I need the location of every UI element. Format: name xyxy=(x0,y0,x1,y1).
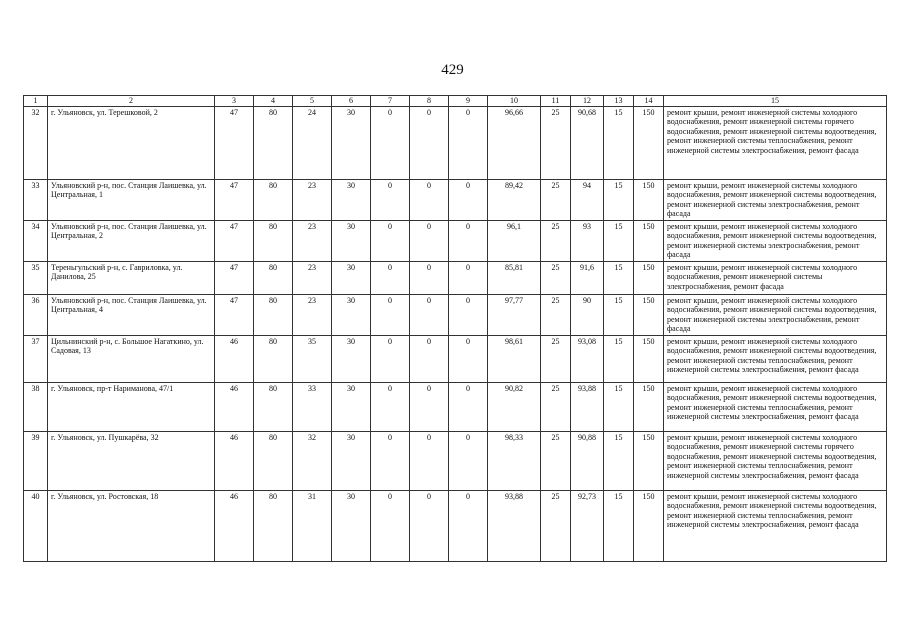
table-cell: 90 xyxy=(571,294,604,335)
table-row xyxy=(24,179,887,220)
table-row xyxy=(24,261,887,294)
table-cell: 0 xyxy=(371,106,410,179)
table-cell: 47 xyxy=(215,294,254,335)
table-cell: 80 xyxy=(254,431,293,490)
table-cell: 90,88 xyxy=(571,431,604,490)
table-cell: 150 xyxy=(634,431,664,490)
column-header: 6 xyxy=(332,96,371,107)
table-cell: 15 xyxy=(604,179,634,220)
table-cell: 0 xyxy=(410,179,449,220)
table-cell: 0 xyxy=(410,294,449,335)
column-header: 11 xyxy=(541,96,571,107)
table-cell: 47 xyxy=(215,106,254,179)
table-cell: 0 xyxy=(449,431,488,490)
table-cell: 32 xyxy=(293,431,332,490)
table-cell: 47 xyxy=(215,261,254,294)
table-cell: 97,77 xyxy=(488,294,541,335)
table-cell: 80 xyxy=(254,294,293,335)
page-number: 429 xyxy=(441,62,464,78)
works-description-cell: ремонт крыши, ремонт инженерной системы холодного водоснабжения, ремонт инженерной системы водоотведения, ремонт инженерной системы электроснабжения, ремонт фасада xyxy=(664,179,887,220)
table-cell: 0 xyxy=(449,179,488,220)
table-cell: 80 xyxy=(254,490,293,561)
table-cell: 0 xyxy=(410,382,449,431)
table-cell: 0 xyxy=(449,220,488,261)
table-cell: 30 xyxy=(332,179,371,220)
table-cell: 150 xyxy=(634,294,664,335)
table-cell: 0 xyxy=(410,106,449,179)
works-description-cell: ремонт крыши, ремонт инженерной системы холодного водоснабжения, ремонт инженерной системы водоотведения, ремонт инженерной системы теплоснабжения, ремонт инженерной системы электроснабжения, ремонт фасада xyxy=(664,335,887,382)
address-cell: Ульяновский р-н, пос. Станция Лаишевка, ул. Центральная, 1 xyxy=(48,179,215,220)
column-header: 5 xyxy=(293,96,332,107)
table-cell: 30 xyxy=(332,294,371,335)
table-cell: 90,68 xyxy=(571,106,604,179)
table-cell: 25 xyxy=(541,179,571,220)
works-description-cell: ремонт крыши, ремонт инженерной системы холодного водоснабжения, ремонт инженерной системы горячего водоснабжения, ремонт инженерной системы водоотведения, ремонт инженерной системы теплоснабжения, ремонт инженерной системы электроснабжения, ремонт фасада xyxy=(664,106,887,179)
row-number: 36 xyxy=(24,294,48,335)
table-cell: 150 xyxy=(634,335,664,382)
table-cell: 30 xyxy=(332,490,371,561)
table-cell: 89,42 xyxy=(488,179,541,220)
table-cell: 96,66 xyxy=(488,106,541,179)
table-cell: 46 xyxy=(215,382,254,431)
table-cell: 150 xyxy=(634,106,664,179)
table-cell: 80 xyxy=(254,335,293,382)
table-cell: 0 xyxy=(371,220,410,261)
table-cell: 93 xyxy=(571,220,604,261)
row-number: 37 xyxy=(24,335,48,382)
row-number: 35 xyxy=(24,261,48,294)
works-description-cell: ремонт крыши, ремонт инженерной системы холодного водоснабжения, ремонт инженерной системы водоотведения, ремонт инженерной системы электроснабжения, ремонт фасада xyxy=(664,294,887,335)
table-cell: 0 xyxy=(371,179,410,220)
table-cell: 0 xyxy=(410,220,449,261)
column-header: 7 xyxy=(371,96,410,107)
table-cell: 0 xyxy=(410,490,449,561)
table-cell: 85,81 xyxy=(488,261,541,294)
table-cell: 92,73 xyxy=(571,490,604,561)
table-row xyxy=(24,431,887,490)
works-description-cell: ремонт крыши, ремонт инженерной системы холодного водоснабжения, ремонт инженерной системы водоотведения, ремонт инженерной системы электроснабжения, ремонт фасада xyxy=(664,220,887,261)
table-cell: 25 xyxy=(541,490,571,561)
column-header: 15 xyxy=(664,96,887,107)
table-cell: 25 xyxy=(541,294,571,335)
table-cell: 46 xyxy=(215,431,254,490)
address-cell: Ульяновский р-н, пос. Станция Лаишевка, ул. Центральная, 4 xyxy=(48,294,215,335)
table-row xyxy=(24,490,887,561)
table-cell: 98,61 xyxy=(488,335,541,382)
table-cell: 23 xyxy=(293,294,332,335)
table-cell: 23 xyxy=(293,179,332,220)
table-cell: 90,82 xyxy=(488,382,541,431)
table-cell: 30 xyxy=(332,431,371,490)
table-cell: 0 xyxy=(449,490,488,561)
table-cell: 15 xyxy=(604,106,634,179)
table-cell: 0 xyxy=(371,382,410,431)
table-cell: 24 xyxy=(293,106,332,179)
table-cell: 25 xyxy=(541,106,571,179)
address-cell: Цильнинский р-н, с. Большое Нагаткино, ул. Садовая, 13 xyxy=(48,335,215,382)
table-cell: 30 xyxy=(332,220,371,261)
table-cell: 0 xyxy=(410,431,449,490)
table-cell: 150 xyxy=(634,490,664,561)
table-cell: 0 xyxy=(410,261,449,294)
table-cell: 80 xyxy=(254,179,293,220)
works-description-cell: ремонт крыши, ремонт инженерной системы холодного водоснабжения, ремонт инженерной системы водоотведения, ремонт инженерной системы теплоснабжения, ремонт инженерной системы электроснабжения, ремонт фасада xyxy=(664,382,887,431)
table-row xyxy=(24,382,887,431)
table-cell: 150 xyxy=(634,382,664,431)
column-header: 2 xyxy=(48,96,215,107)
table-cell: 31 xyxy=(293,490,332,561)
row-number: 39 xyxy=(24,431,48,490)
table-cell: 30 xyxy=(332,382,371,431)
table-cell: 0 xyxy=(371,294,410,335)
table-cell: 0 xyxy=(449,261,488,294)
capital-repair-table xyxy=(23,95,887,562)
table-cell: 80 xyxy=(254,220,293,261)
table-cell: 30 xyxy=(332,261,371,294)
table-cell: 47 xyxy=(215,179,254,220)
table-cell: 150 xyxy=(634,220,664,261)
table-cell: 0 xyxy=(371,335,410,382)
table-cell: 96,1 xyxy=(488,220,541,261)
table-cell: 15 xyxy=(604,382,634,431)
column-header: 10 xyxy=(488,96,541,107)
works-description-cell: ремонт крыши, ремонт инженерной системы холодного водоснабжения, ремонт инженерной системы электроснабжения, ремонт фасада xyxy=(664,261,887,294)
column-header: 8 xyxy=(410,96,449,107)
address-cell: Ульяновский р-н, пос. Станция Лаишевка, ул. Центральная, 2 xyxy=(48,220,215,261)
table-cell: 25 xyxy=(541,220,571,261)
table-row xyxy=(24,294,887,335)
table-cell: 15 xyxy=(604,335,634,382)
column-header: 12 xyxy=(571,96,604,107)
table-row xyxy=(24,106,887,179)
table-cell: 94 xyxy=(571,179,604,220)
table-cell: 0 xyxy=(449,382,488,431)
table-cell: 30 xyxy=(332,335,371,382)
column-header: 4 xyxy=(254,96,293,107)
table-cell: 15 xyxy=(604,431,634,490)
table-cell: 46 xyxy=(215,335,254,382)
table-cell: 91,6 xyxy=(571,261,604,294)
table-cell: 150 xyxy=(634,261,664,294)
column-header: 3 xyxy=(215,96,254,107)
row-number: 38 xyxy=(24,382,48,431)
table-cell: 23 xyxy=(293,261,332,294)
works-description-cell: ремонт крыши, ремонт инженерной системы холодного водоснабжения, ремонт инженерной системы горячего водоснабжения, ремонт инженерной системы водоотведения, ремонт инженерной системы теплоснабжения, ремонт инженерной системы электроснабжения, ремонт фасада xyxy=(664,431,887,490)
table-cell: 93,88 xyxy=(571,382,604,431)
table-cell: 80 xyxy=(254,261,293,294)
row-number: 34 xyxy=(24,220,48,261)
table-cell: 25 xyxy=(541,382,571,431)
table-cell: 80 xyxy=(254,106,293,179)
table-cell: 150 xyxy=(634,179,664,220)
table-row xyxy=(24,220,887,261)
table-cell: 35 xyxy=(293,335,332,382)
table-cell: 80 xyxy=(254,382,293,431)
column-header: 1 xyxy=(24,96,48,107)
table-cell: 15 xyxy=(604,294,634,335)
table-cell: 33 xyxy=(293,382,332,431)
address-cell: г. Ульяновск, пр-т Нариманова, 47/1 xyxy=(48,382,215,431)
table-cell: 23 xyxy=(293,220,332,261)
table-cell: 0 xyxy=(371,431,410,490)
works-description-cell: ремонт крыши, ремонт инженерной системы холодного водоснабжения, ремонт инженерной системы водоотведения, ремонт инженерной системы теплоснабжения, ремонт инженерной системы электроснабжения, ремонт фасада xyxy=(664,490,887,561)
address-cell: Тереньгульский р-н, с. Гавриловка, ул. Данилова, 25 xyxy=(48,261,215,294)
row-number: 33 xyxy=(24,179,48,220)
table-cell: 0 xyxy=(449,294,488,335)
address-cell: г. Ульяновск, ул. Терешковой, 2 xyxy=(48,106,215,179)
column-header: 14 xyxy=(634,96,664,107)
table-cell: 46 xyxy=(215,490,254,561)
table-cell: 25 xyxy=(541,335,571,382)
address-cell: г. Ульяновск, ул. Пушкарёва, 32 xyxy=(48,431,215,490)
table-cell: 25 xyxy=(541,261,571,294)
table-cell: 93,88 xyxy=(488,490,541,561)
table-cell: 0 xyxy=(449,335,488,382)
column-header: 9 xyxy=(449,96,488,107)
table-cell: 15 xyxy=(604,220,634,261)
table-cell: 93,08 xyxy=(571,335,604,382)
row-number: 40 xyxy=(24,490,48,561)
table-cell: 25 xyxy=(541,431,571,490)
table-header-row xyxy=(24,96,887,107)
table-cell: 30 xyxy=(332,106,371,179)
table-cell: 47 xyxy=(215,220,254,261)
table-row xyxy=(24,335,887,382)
address-cell: г. Ульяновск, ул. Ростовская, 18 xyxy=(48,490,215,561)
table-cell: 0 xyxy=(371,490,410,561)
row-number: 32 xyxy=(24,106,48,179)
table-cell: 15 xyxy=(604,490,634,561)
table-cell: 0 xyxy=(410,335,449,382)
table-cell: 15 xyxy=(604,261,634,294)
table-cell: 98,33 xyxy=(488,431,541,490)
column-header: 13 xyxy=(604,96,634,107)
table-cell: 0 xyxy=(449,106,488,179)
table-cell: 0 xyxy=(371,261,410,294)
